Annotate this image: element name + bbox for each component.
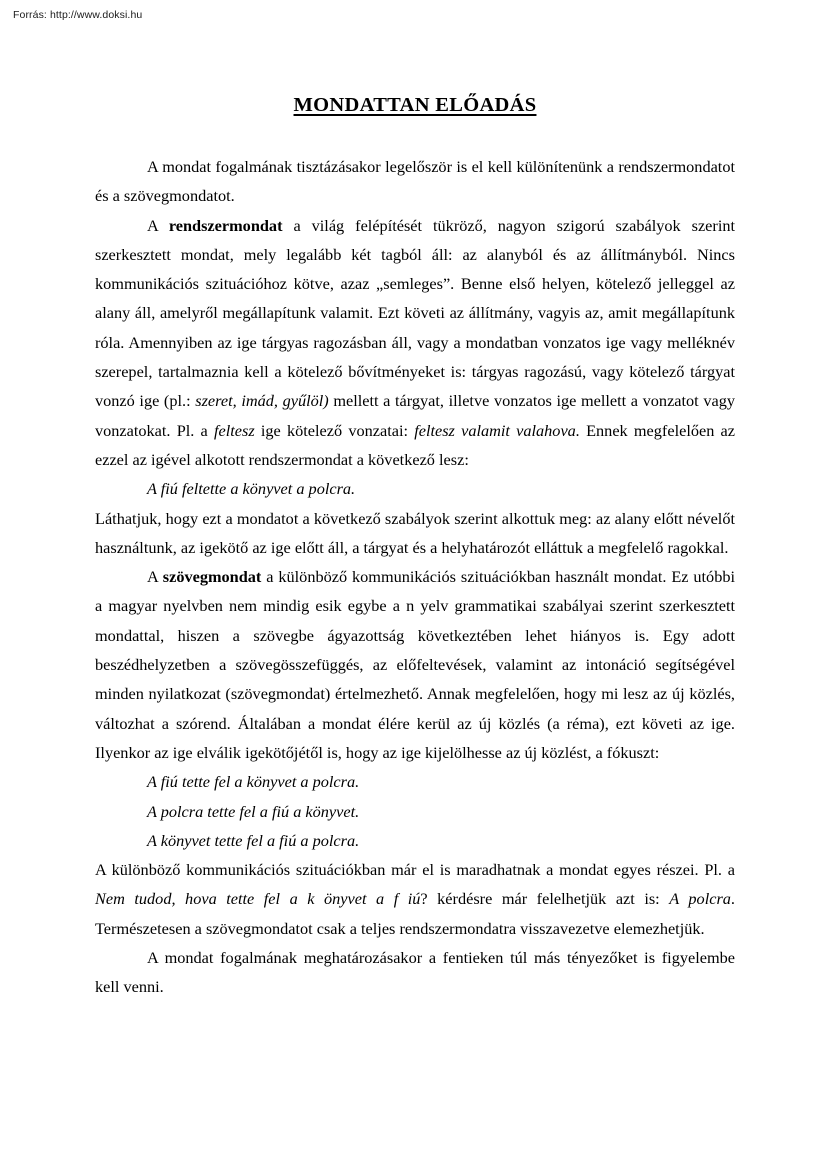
kulonbozo-segment-3: . Természetesen a szövegmondatot csak a teljes rendszermondatra visszavezetve elemezhetjük. (95, 889, 735, 938)
italic-feltesz: feltesz (213, 420, 255, 440)
paragraph-closing-text: A mondat fogalmának meghatározásakor a fentieken túl más tényezőket is figyelembe kell venni. (95, 948, 735, 997)
paragraph-rendszermondat (95, 211, 735, 475)
example-sentence-4 (95, 826, 735, 855)
rendszermondat-segment-2: mellett a tárgyat, illetve vonzatos ige mellett a vonzatot vagy vonzatokat. Pl. a (95, 391, 735, 440)
page-title-text: MONDATTAN ELŐADÁS (293, 94, 537, 116)
italic-answer-a-polcra: A polcra (669, 889, 731, 909)
example-sentence-4-text: A könyvet tette fel a fiú a polcra. (147, 830, 360, 850)
term-rendszermondat: rendszermondat (168, 215, 283, 235)
term-szovegmondat: szövegmondat (162, 567, 262, 587)
example-sentence-3 (95, 797, 735, 826)
kulonbozo-segment-1: A különböző kommunikációs szituációkban már el is maradhatnak a mondat egyes részei. Pl. a (95, 860, 735, 880)
document-body (95, 92, 735, 1002)
source-url-header: Forrás: http://www.doksi.hu (13, 9, 143, 21)
szovegmondat-lead: A (147, 567, 163, 587)
rendszermondat-segment-3: ige kötelező vonzatai: (254, 420, 415, 440)
italic-verb-list: szeret, imád, gyűlöl) (195, 391, 329, 411)
italic-feltesz-valamit-valahova: feltesz valamit valahova. (414, 420, 580, 440)
paragraph-szovegmondat (95, 562, 735, 767)
paragraph-lathatjuk-text: Láthatjuk, hogy ezt a mondatot a következő szabályok szerint alkottuk meg: az alany előtt névelőt használtunk, az igekötő az ige előtt áll, a tárgyat és a helyhatározót elláttuk a megfelelő ragokkal. (95, 508, 735, 557)
szovegmondat-segment-1: a különböző kommunikációs szituációkban használt mondat. Ez utóbbi a magyar nyelvben nem mindig esik egybe a n yelv grammatikai szabályai szerint szerkesztett mondattal, hiszen a szövegbe ágyazottság következtében lehet hiányos is. Egy adott beszédhelyzetben a szövegösszefüggés, az előfeltevések, valamint az intonáció segítségével minden nyilatkozat (szövegmondat) értelmezhető. Annak megfelelően, hogy mi lesz az új közlés, változhat a szórend. Általában a mondat élére kerül az új közlés (a réma), ezt követi az ige. Ilyenkor az ige elválik igekötőjétől is, hogy az ige kijelölhesse az új közlést, a fókuszt: (95, 567, 736, 762)
rendszermondat-segment-4: Ennek megfelelően az ezzel az igével alkotott rendszermondat a következő lesz: (95, 420, 735, 469)
paragraph-closing (95, 943, 735, 1002)
example-sentence-2 (95, 767, 735, 796)
kulonbozo-segment-2: ? kérdésre már felelhetjük azt is: (420, 889, 670, 909)
example-sentence-1-text: A fiú feltette a könyvet a polcra. (147, 479, 356, 499)
paragraph-kulonbozo (95, 855, 735, 943)
rendszermondat-segment-1: a világ felépítését tükröző, nagyon szigorú szabályok szerint szerkesztett mondat, mely legalább két tagból áll: az alanyból és az állítmányból. Nincs kommunikációs szituációhoz kötve, azaz „semleges”. Benne első helyen, kötelező jelleggel az alany áll, amelyről megállapítunk valamit. Ezt követi az állítmány, vagyis az, amit megállapítunk róla. Amennyiben az ige tárgyas ragozásban áll, vagy a mondatban vonzatos ige vagy melléknév szerepel, tartalmaznia kell a kötelező bővítményeket is: tárgyas ragozású, vagy kötelező tárgyat vonzó ige (pl.: (95, 215, 736, 411)
example-sentence-3-text: A polcra tette fel a fiú a könyvet. (147, 801, 360, 821)
italic-question-sentence: Nem tudod, hova tette fel a k önyvet a f iú (95, 889, 421, 909)
paragraph-lathatjuk (95, 504, 735, 563)
page-title (95, 92, 735, 118)
example-sentence-1 (95, 474, 735, 503)
paragraph-intro-text: A mondat fogalmának tisztázásakor legelőször is el kell különítenünk a rendszermondatot és a szövegmondatot. (95, 157, 735, 206)
example-sentence-2-text: A fiú tette fel a könyvet a polcra. (147, 772, 360, 792)
paragraph-intro (95, 152, 735, 211)
rendszermondat-lead: A (147, 215, 169, 235)
